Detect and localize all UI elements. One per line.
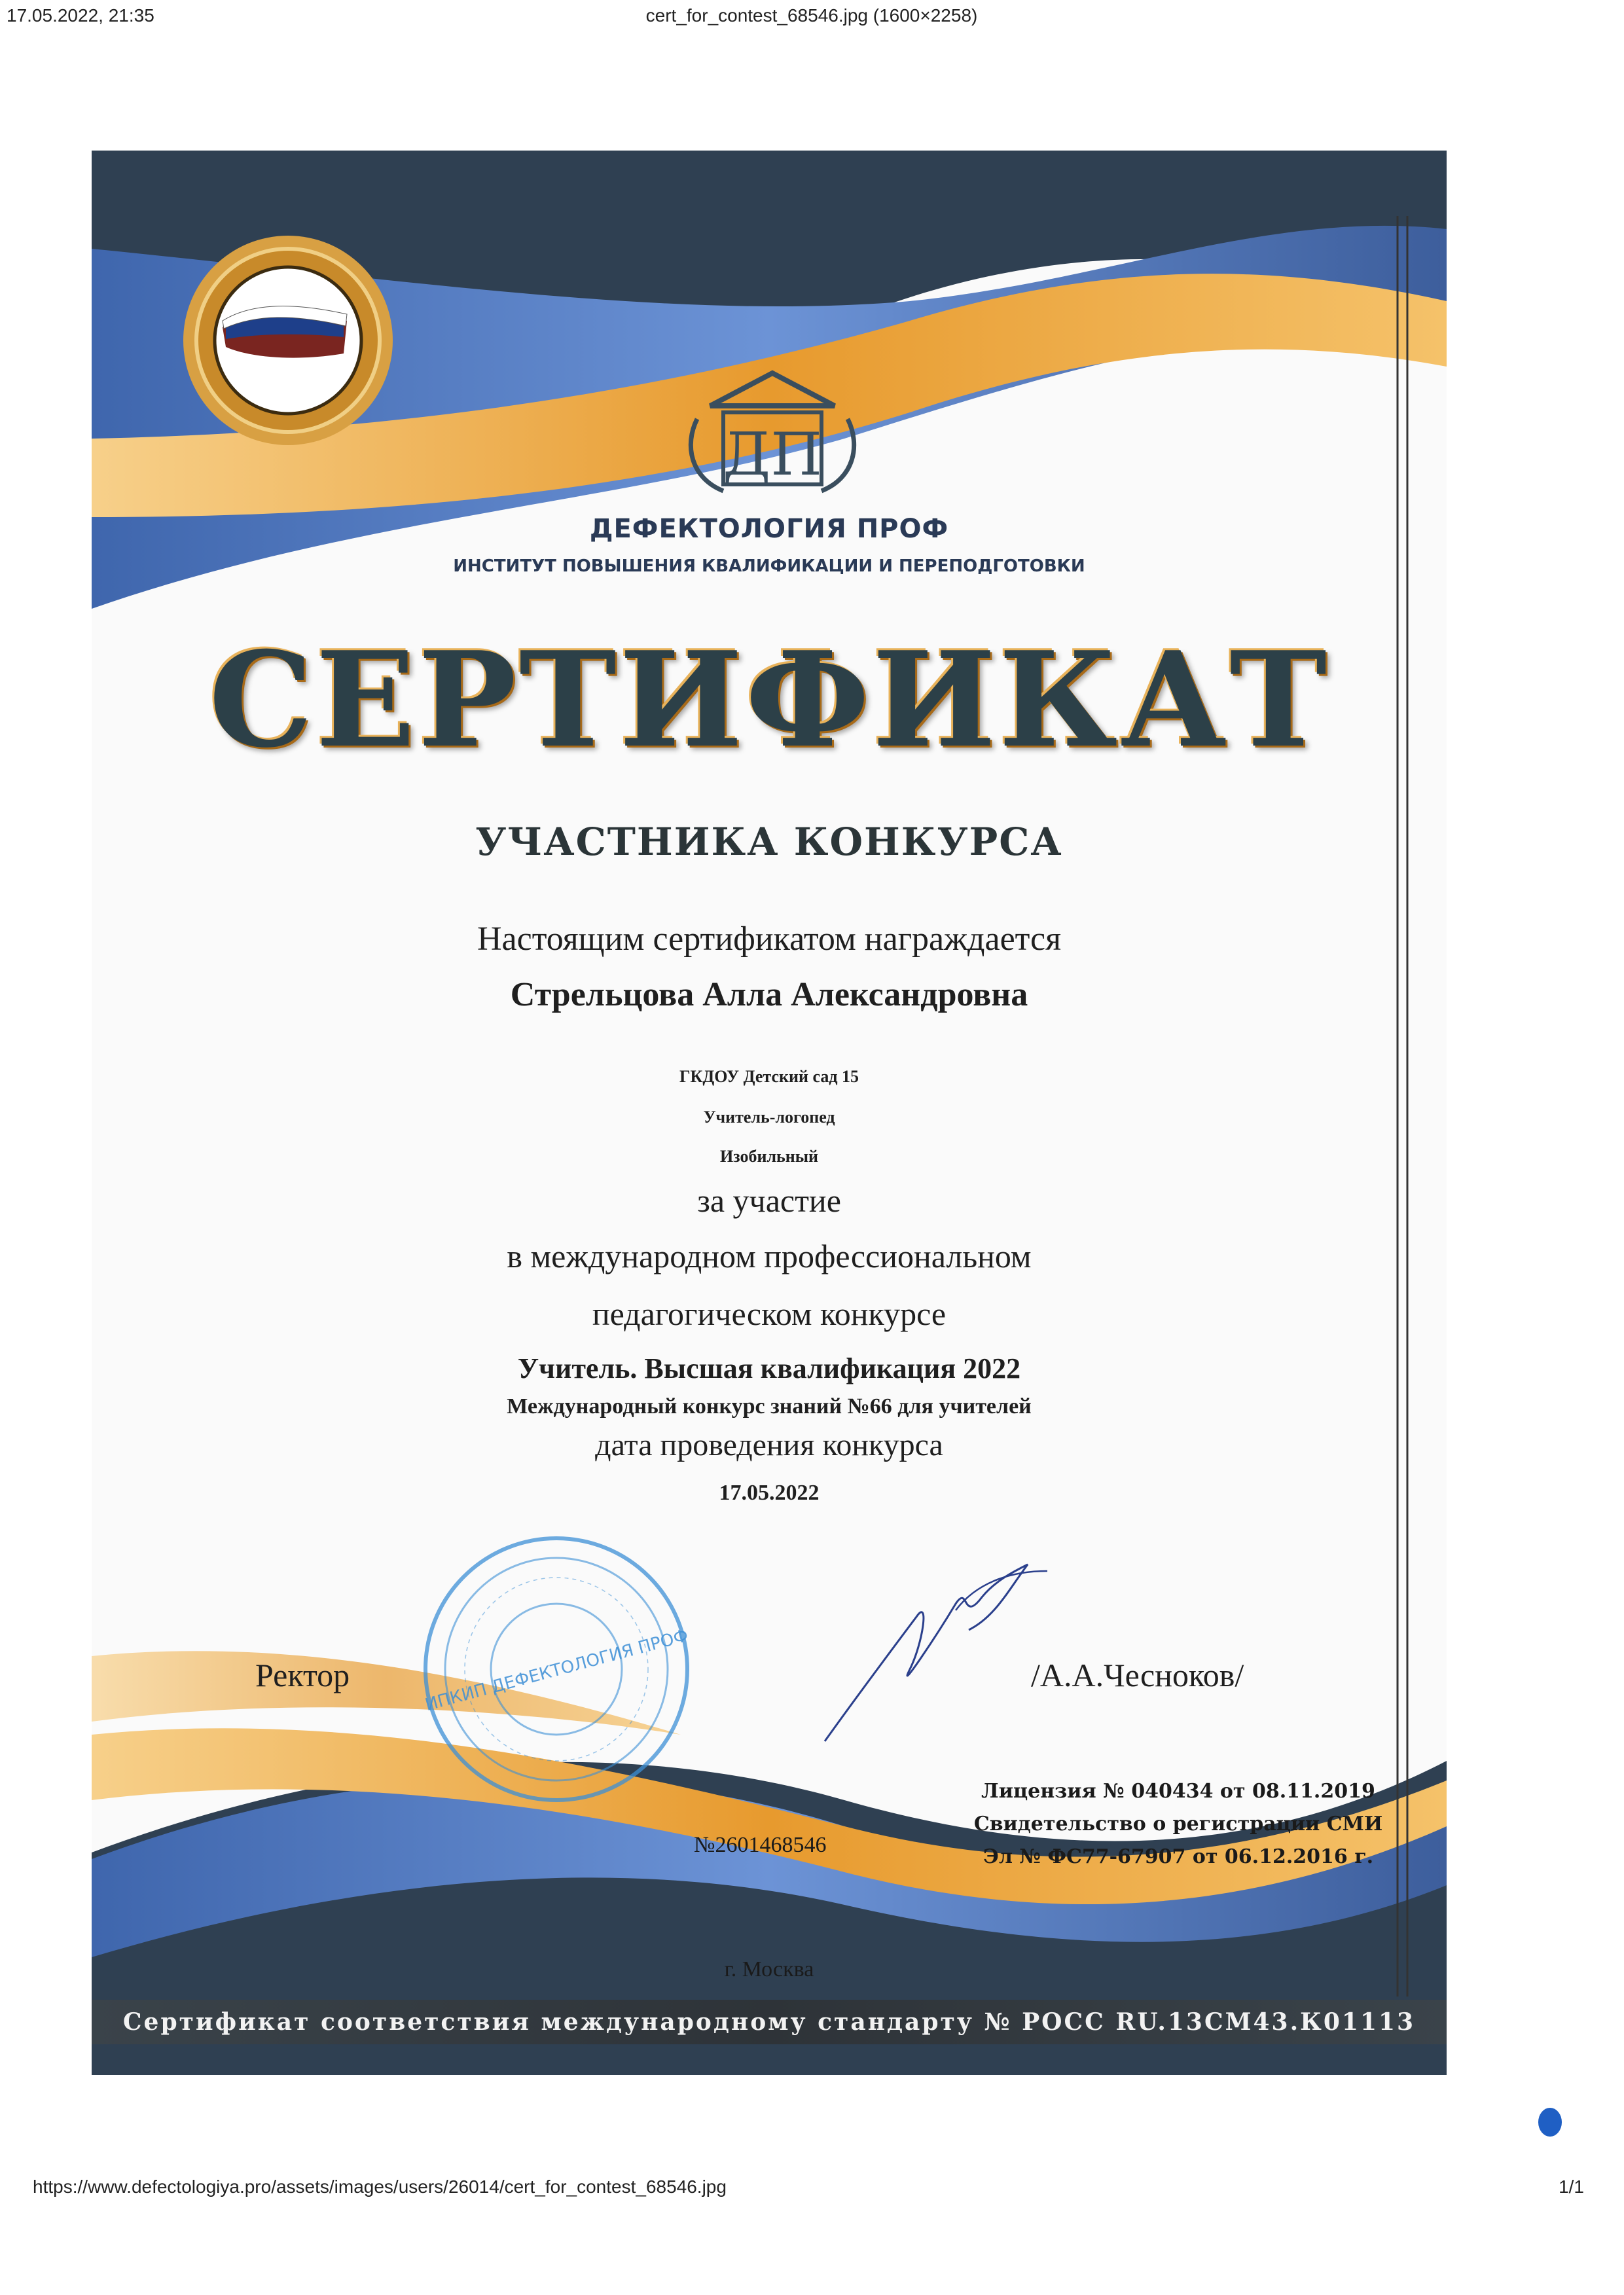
standard-text: Сертификат соответствия международному стандарту № РОСС RU.13СМ43.К01113 — [122, 2008, 1416, 2036]
signature — [799, 1545, 1074, 1754]
contest-line-1: в международном профессиональном — [507, 1238, 1032, 1274]
standard-band — [92, 2000, 1447, 2044]
contest-date-label: дата проведения конкурса — [595, 1428, 943, 1462]
rector-name: /А.А.Чесноков/ — [1031, 1657, 1244, 1693]
for-participation: за участие — [697, 1182, 841, 1219]
logo-icon — [677, 367, 867, 497]
print-header — [7, 5, 1617, 31]
org-subtitle: ИНСТИТУТ ПОВЫШЕНИЯ КВАЛИФИКАЦИИ И ПЕРЕПОДГОТОВКИ — [453, 556, 1085, 576]
city: г. Москва — [724, 1957, 814, 1981]
registration-info — [936, 1775, 1420, 1873]
awarded-text: Настоящим сертификатом награждается — [477, 920, 1062, 958]
certificate-title: СЕРТИФИКАТ — [208, 623, 1330, 777]
contest-date: 17.05.2022 — [719, 1481, 820, 1505]
institution-stamp — [419, 1532, 694, 1807]
mass-media-certificate: Свидетельство о регистрации СМИ — [973, 1813, 1383, 1835]
contest-line-2: педагогическом конкурсе — [592, 1295, 947, 1332]
print-title: cert_for_contest_68546.jpg (1600×2258) — [645, 5, 978, 26]
logo-letters: ДП — [723, 420, 822, 489]
recipient-locality: Изобильный — [719, 1147, 819, 1166]
recipient-name: Стрельцова Алла Александровна — [510, 976, 1028, 1013]
recipient-organization: ГКДОУ Детский сад 15 — [679, 1067, 859, 1086]
print-url: https://www.defectologiya.pro/assets/images/users/26014/cert_for_contest_68546.jpg — [33, 2177, 727, 2197]
print-footer — [33, 2177, 1584, 2203]
rector-label: Ректор — [255, 1657, 350, 1693]
org-name: ДЕФЕКТОЛОГИЯ ПРОФ — [589, 514, 949, 544]
certificate-subtitle: УЧАСТНИКА КОНКУРСА — [475, 820, 1063, 864]
certification-emblem — [177, 229, 399, 452]
page-number: 1/1 — [1559, 2177, 1584, 2197]
stamp-text: ИПКИП ДЕФЕКТОЛОГИЯ ПРОФ — [423, 1625, 691, 1716]
print-datetime: 17.05.2022, 21:35 — [7, 5, 154, 26]
el-number: Эл № ФС77-67907 от 06.12.2016 г. — [983, 1845, 1374, 1868]
recipient-position: Учитель-логопед — [703, 1108, 835, 1127]
contest-series: Международный конкурс знаний №66 для учителей — [507, 1394, 1032, 1419]
contest-name: Учитель. Высшая квалификация 2022 — [517, 1352, 1021, 1384]
license-text: Лицензия № 040434 от 08.11.2019 — [981, 1780, 1375, 1803]
scan-mark — [1538, 2108, 1562, 2137]
certificate-number: №2601468546 — [694, 1833, 827, 1857]
certificate — [92, 151, 1447, 2075]
